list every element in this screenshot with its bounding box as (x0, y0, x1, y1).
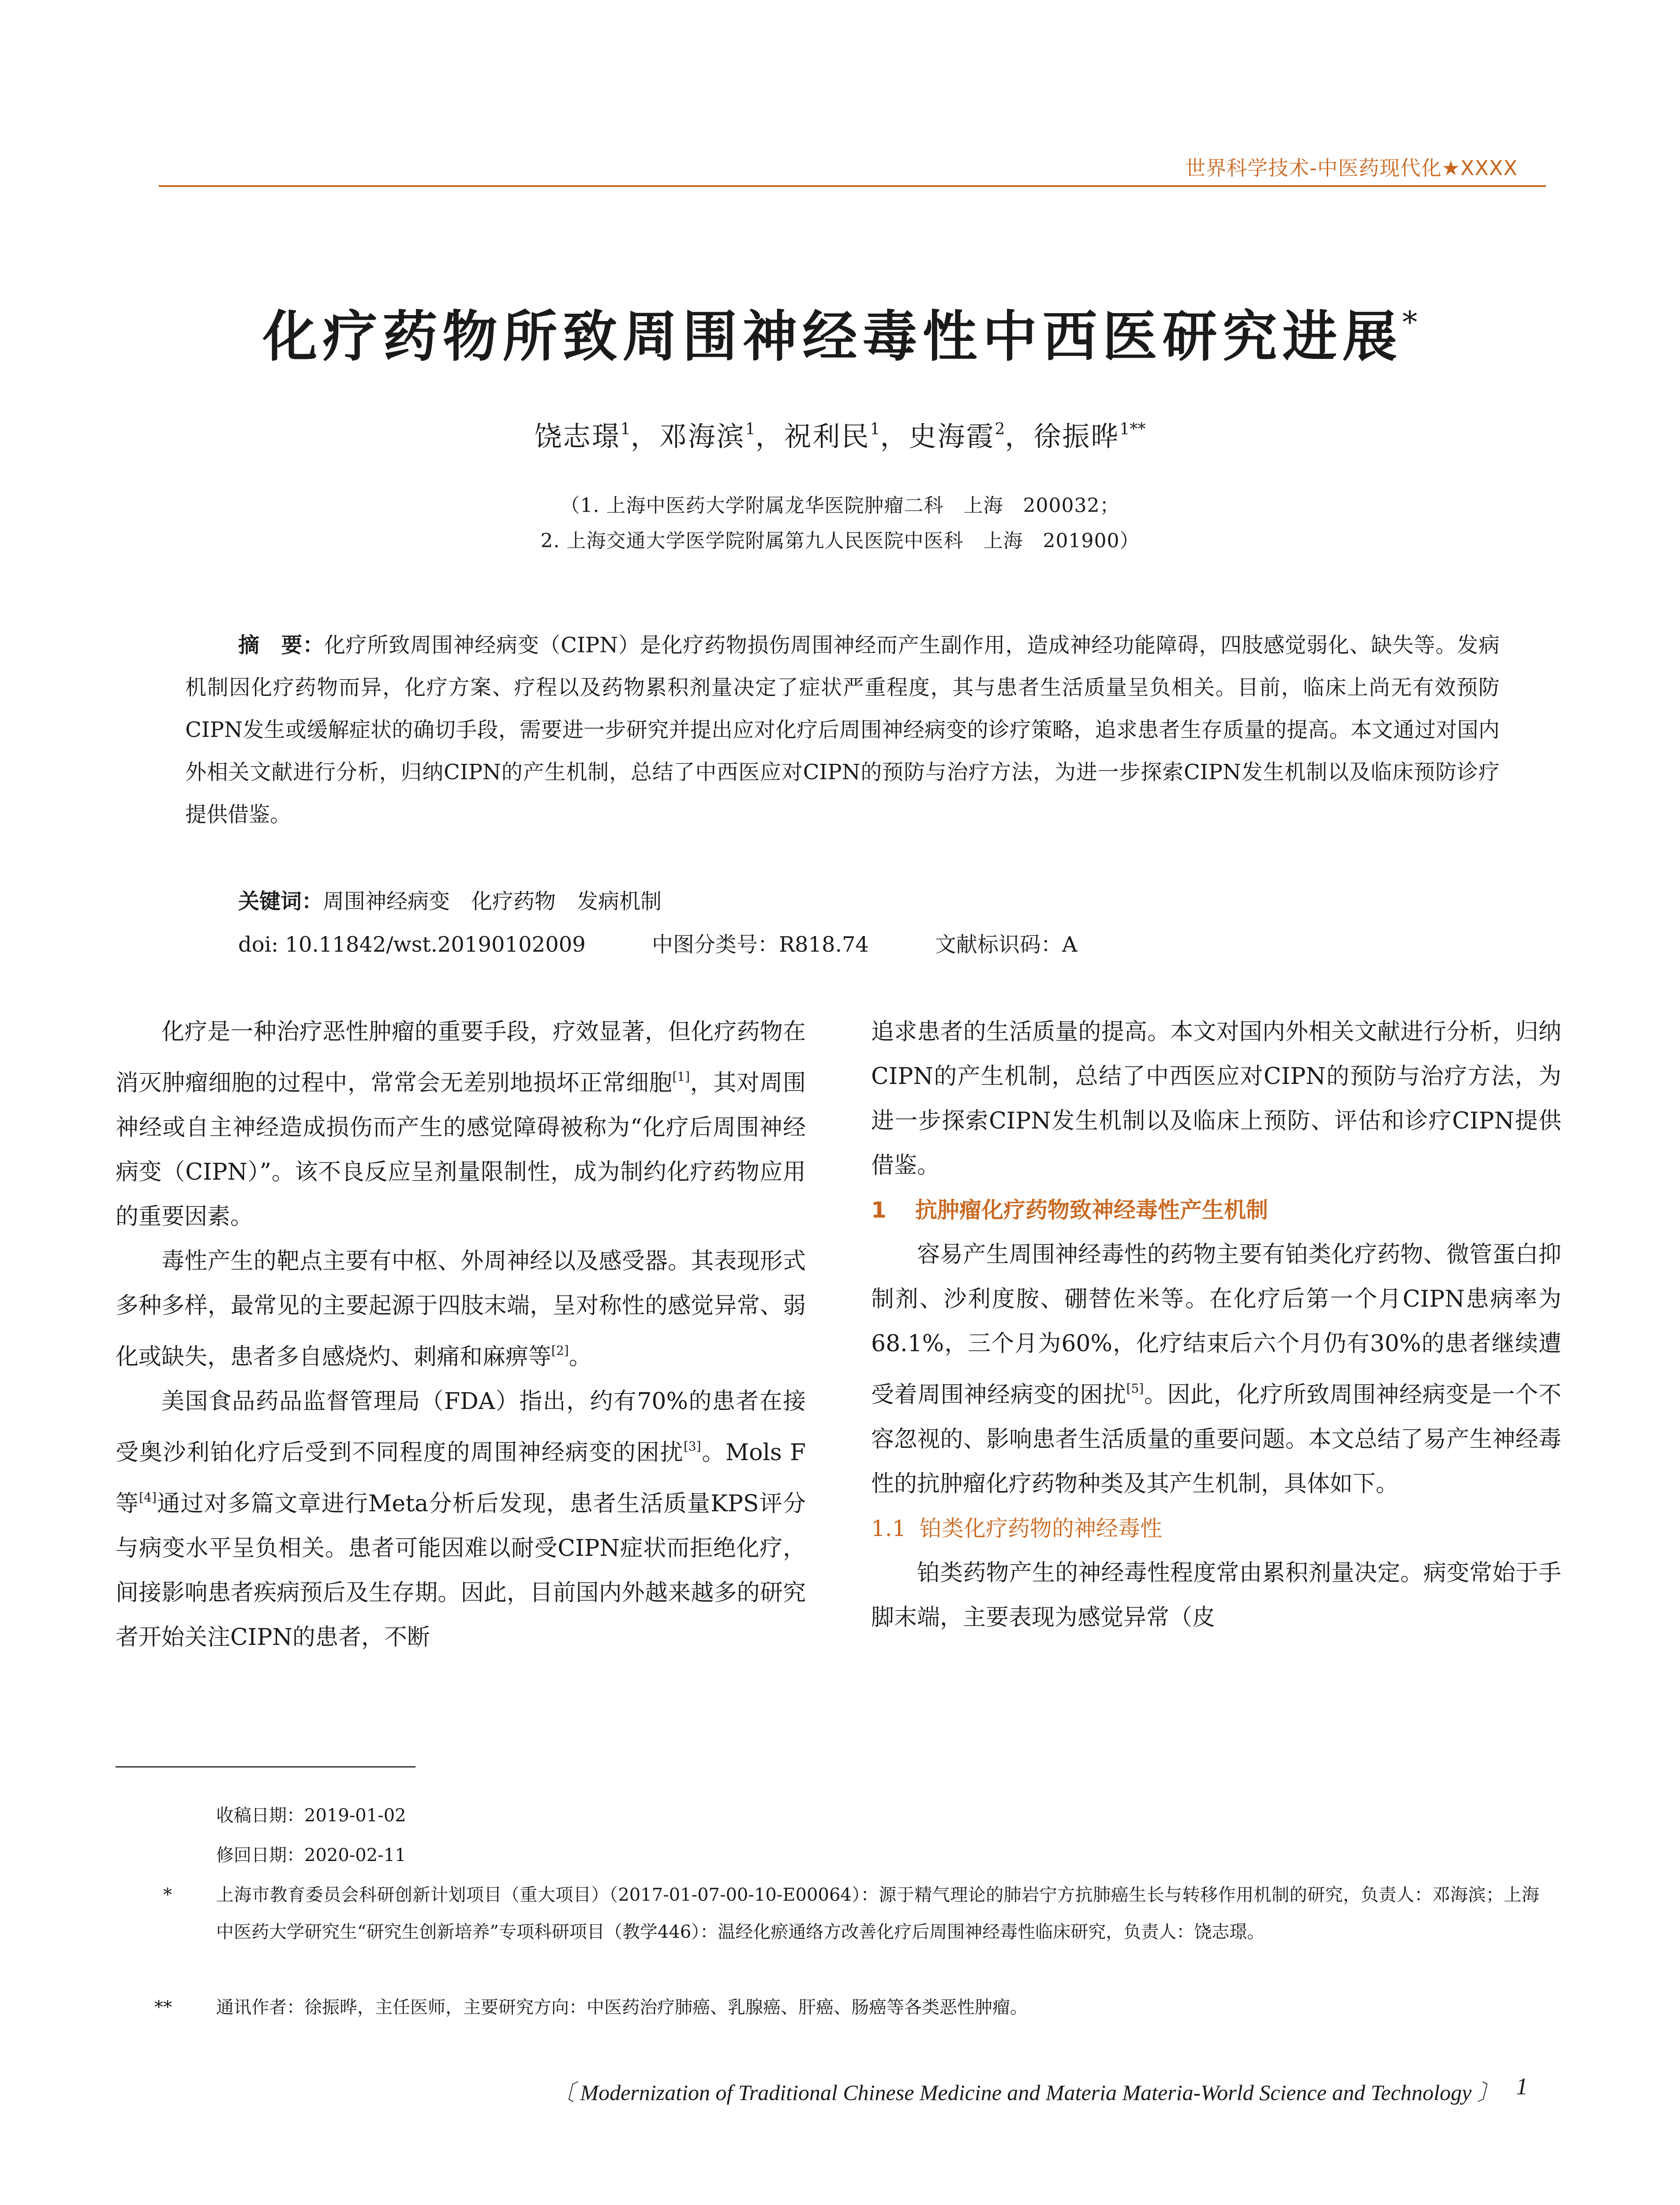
citation-ref: [5] (1126, 1381, 1144, 1396)
document-code: 文献标识码：A (935, 932, 1078, 957)
text-run: 化疗是一种治疗恶性肿瘤的重要手段，疗效显著，但化疗药物在消灭肿瘤细胞的过程中，常常会无差别地损坏正常细胞 (116, 1019, 806, 1096)
authors-line: 饶志璟$^1$，邓海滨$^1$，祝利民$^1$，史海霞$^2$，徐振晔$^{1**}$ (534, 420, 1146, 452)
text-run: 。因此，化疗所致周围神经病变是一个不容忽视的、影响患者生活质量的重要问题。本文总结了易产生神经毒性的抗肿瘤化疗药物种类及其产生机制，具体如下。 (871, 1382, 1561, 1497)
title-footnote-mark: * (1402, 305, 1418, 340)
funding-footnote (163, 1876, 1539, 1951)
author-name: 祝利民 (784, 420, 870, 452)
author-name: 邓海滨 (659, 420, 745, 452)
body-paragraph (871, 1551, 1561, 1640)
contact-footnote (154, 1989, 1539, 2026)
text-run: 铂类药物产生的神经毒性程度常由累积剂量决定。病变常始于手脚末端，主要表现为感觉异常（皮 (871, 1560, 1561, 1631)
revised-date: 修回日期：2020-02-11 (216, 1845, 406, 1865)
text-run: 美国食品药品监督管理局（FDA）指出，约有70%的患者在接受奥沙利铂化疗后受到不同程度的周围神经病变的困扰 (116, 1388, 806, 1466)
author-affiliation-mark: 1 (620, 420, 631, 438)
header-rule (159, 185, 1546, 187)
doi-text: doi: 10.11842/wst.20190102009 (238, 932, 586, 957)
clc-number: 中图分类号：R818.74 (651, 932, 869, 957)
abstract (185, 624, 1500, 836)
body-paragraph (871, 1010, 1561, 1188)
text-run: 容易产生周围神经毒性的药物主要有铂类化疗药物、微管蛋白抑制剂、沙利度胺、硼替佐米等。在化疗后第一个月CIPN患病率为68.1%，三个月为60%，化疗结束后六个月仍有30%的患者继续遭受着周围神经病变的困扰 (871, 1241, 1561, 1408)
subsection-title: 铂类化疗药物的神经毒性 (920, 1516, 1162, 1541)
text-run: 。Mols F 等 (116, 1439, 806, 1517)
funding-text: 上海市教育委员会科研创新计划项目（重大项目）（2017-01-07-00-10-E00064）：源于精气理论的肺岩宁方抗肺癌生长与转移作用机制的研究，负责人：邓海滨；上海中医药大学研究生“研究生创新培养”专项科研项目（教学446）：温经化瘀通络方改善化疗后周围神经毒性临床研究，负责人：饶志璟。 (216, 1885, 1539, 1942)
subsection-number: 1.1 (871, 1516, 906, 1541)
abstract-label: 摘 要： (238, 633, 324, 658)
citation-ref: [1] (672, 1069, 690, 1084)
page-number: 1 (1516, 2073, 1528, 2100)
body-paragraph (871, 1233, 1561, 1506)
keywords-label: 关键词： (238, 889, 323, 914)
body-column-left (116, 1010, 806, 1660)
paper-title (0, 304, 1680, 370)
keywords-line (238, 884, 662, 915)
text-run: 。 (569, 1344, 592, 1370)
text-run: 追求患者的生活质量的提高。本文对国内外相关文献进行分析，归纳CIPN的产生机制，总结了中西医应对CIPN的预防与治疗方法，为进一步探索CIPN发生机制以及临床上预防、评估和诊疗CIPN提供借鉴。 (871, 1019, 1561, 1179)
received-date: 收稿日期：2019-01-02 (216, 1805, 406, 1826)
journal-header: 世界科学技术-中医药现代化★XXXX (1185, 156, 1518, 180)
author-affiliation-mark: 1 (870, 420, 880, 438)
section-number: 1 (871, 1197, 887, 1223)
affiliation-line-2: 2. 上海交通大学医学院附属第九人民医院中医科 上海 201900） (540, 530, 1140, 552)
text-run: 毒性产生的靶点主要有中枢、外周神经以及感受器。其表现形式多种多样，最常见的主要起源于四肢末端，呈对称性的感觉异常、弱化或缺失，患者多自感烧灼、刺痛和麻痹等 (116, 1248, 806, 1370)
doi-line (238, 927, 1144, 958)
keywords-text: 周围神经病变 化疗药物 发病机制 (323, 889, 662, 914)
author-affiliation-mark: 1 (745, 420, 756, 438)
journal-footer: 〔 Modernization of Traditional Chinese Medicine and Materia Materia-World Science and Technology 〕 (552, 2080, 1499, 2105)
footnote-rule (116, 1766, 415, 1768)
title-text: 化疗药物所致周围神经毒性中西医研究进展 (262, 305, 1403, 369)
citation-ref: [4] (139, 1490, 157, 1505)
text-run: ，其对周围神经或自主神经造成损伤而产生的感觉障碍被称为“化疗后周围神经病变（CIPN）”。该不良反应呈剂量限制性，成为制约化疗药物应用的重要因素。 (116, 1070, 806, 1230)
author-name: 徐振晔 (1033, 420, 1120, 452)
author-name: 史海霞 (909, 420, 995, 452)
contact-text: 通讯作者：徐振晔，主任医师，主要研究方向：中医药治疗肺癌、乳腺癌、肝癌、肠癌等各类恶性肿瘤。 (216, 1997, 1028, 2018)
section-title: 抗肿瘤化疗药物致神经毒性产生机制 (915, 1197, 1268, 1223)
body-paragraph (116, 1010, 806, 1239)
footnote-mark: * (163, 1885, 172, 1905)
author-name: 饶志璟 (534, 420, 621, 452)
abstract-text: 化疗所致周围神经病变（CIPN）是化疗药物损伤周围神经而产生副作用，造成神经功能障碍，四肢感觉弱化、缺失等。发病机制因化疗药物而异，化疗方案、疗程以及药物累积剂量决定了症状严重程度，其与患者生活质量呈负相关。目前，临床上尚无有效预防CIPN发生或缓解症状的确切手段，需要进一步研究并提出应对化疗后周围神经病变的诊疗策略，追求患者生存质量的提高。本文通过对国内外相关文献进行分析，归纳CIPN的产生机制，总结了中西医应对CIPN的预防与治疗方法，为进一步探索CIPN发生机制以及临床预防诊疗提供借鉴。 (185, 633, 1500, 827)
affiliation-line-1: （1. 上海中医药大学附属龙华医院肿瘤二科 上海 200032； (560, 494, 1120, 517)
body-column-right (871, 1010, 1561, 1640)
citation-ref: [2] (551, 1343, 569, 1358)
text-run: 通过对多篇文章进行Meta分析后发现，患者生活质量KPS评分与病变水平呈负相关。患者可能因难以耐受CIPN症状而拒绝化疗，间接影响患者疾病预后及生存期。因此，目前国内外越来越多的研究者开始关注CIPN的患者，不断 (116, 1491, 806, 1651)
author-affiliation-mark: 1** (1119, 420, 1146, 438)
footnote-mark: ** (154, 1997, 172, 2018)
body-paragraph (116, 1239, 806, 1379)
body-paragraph (116, 1379, 806, 1660)
citation-ref: [3] (683, 1439, 701, 1454)
author-affiliation-mark: 2 (995, 420, 1005, 438)
subsection-heading (871, 1506, 1561, 1551)
section-heading (871, 1188, 1561, 1233)
